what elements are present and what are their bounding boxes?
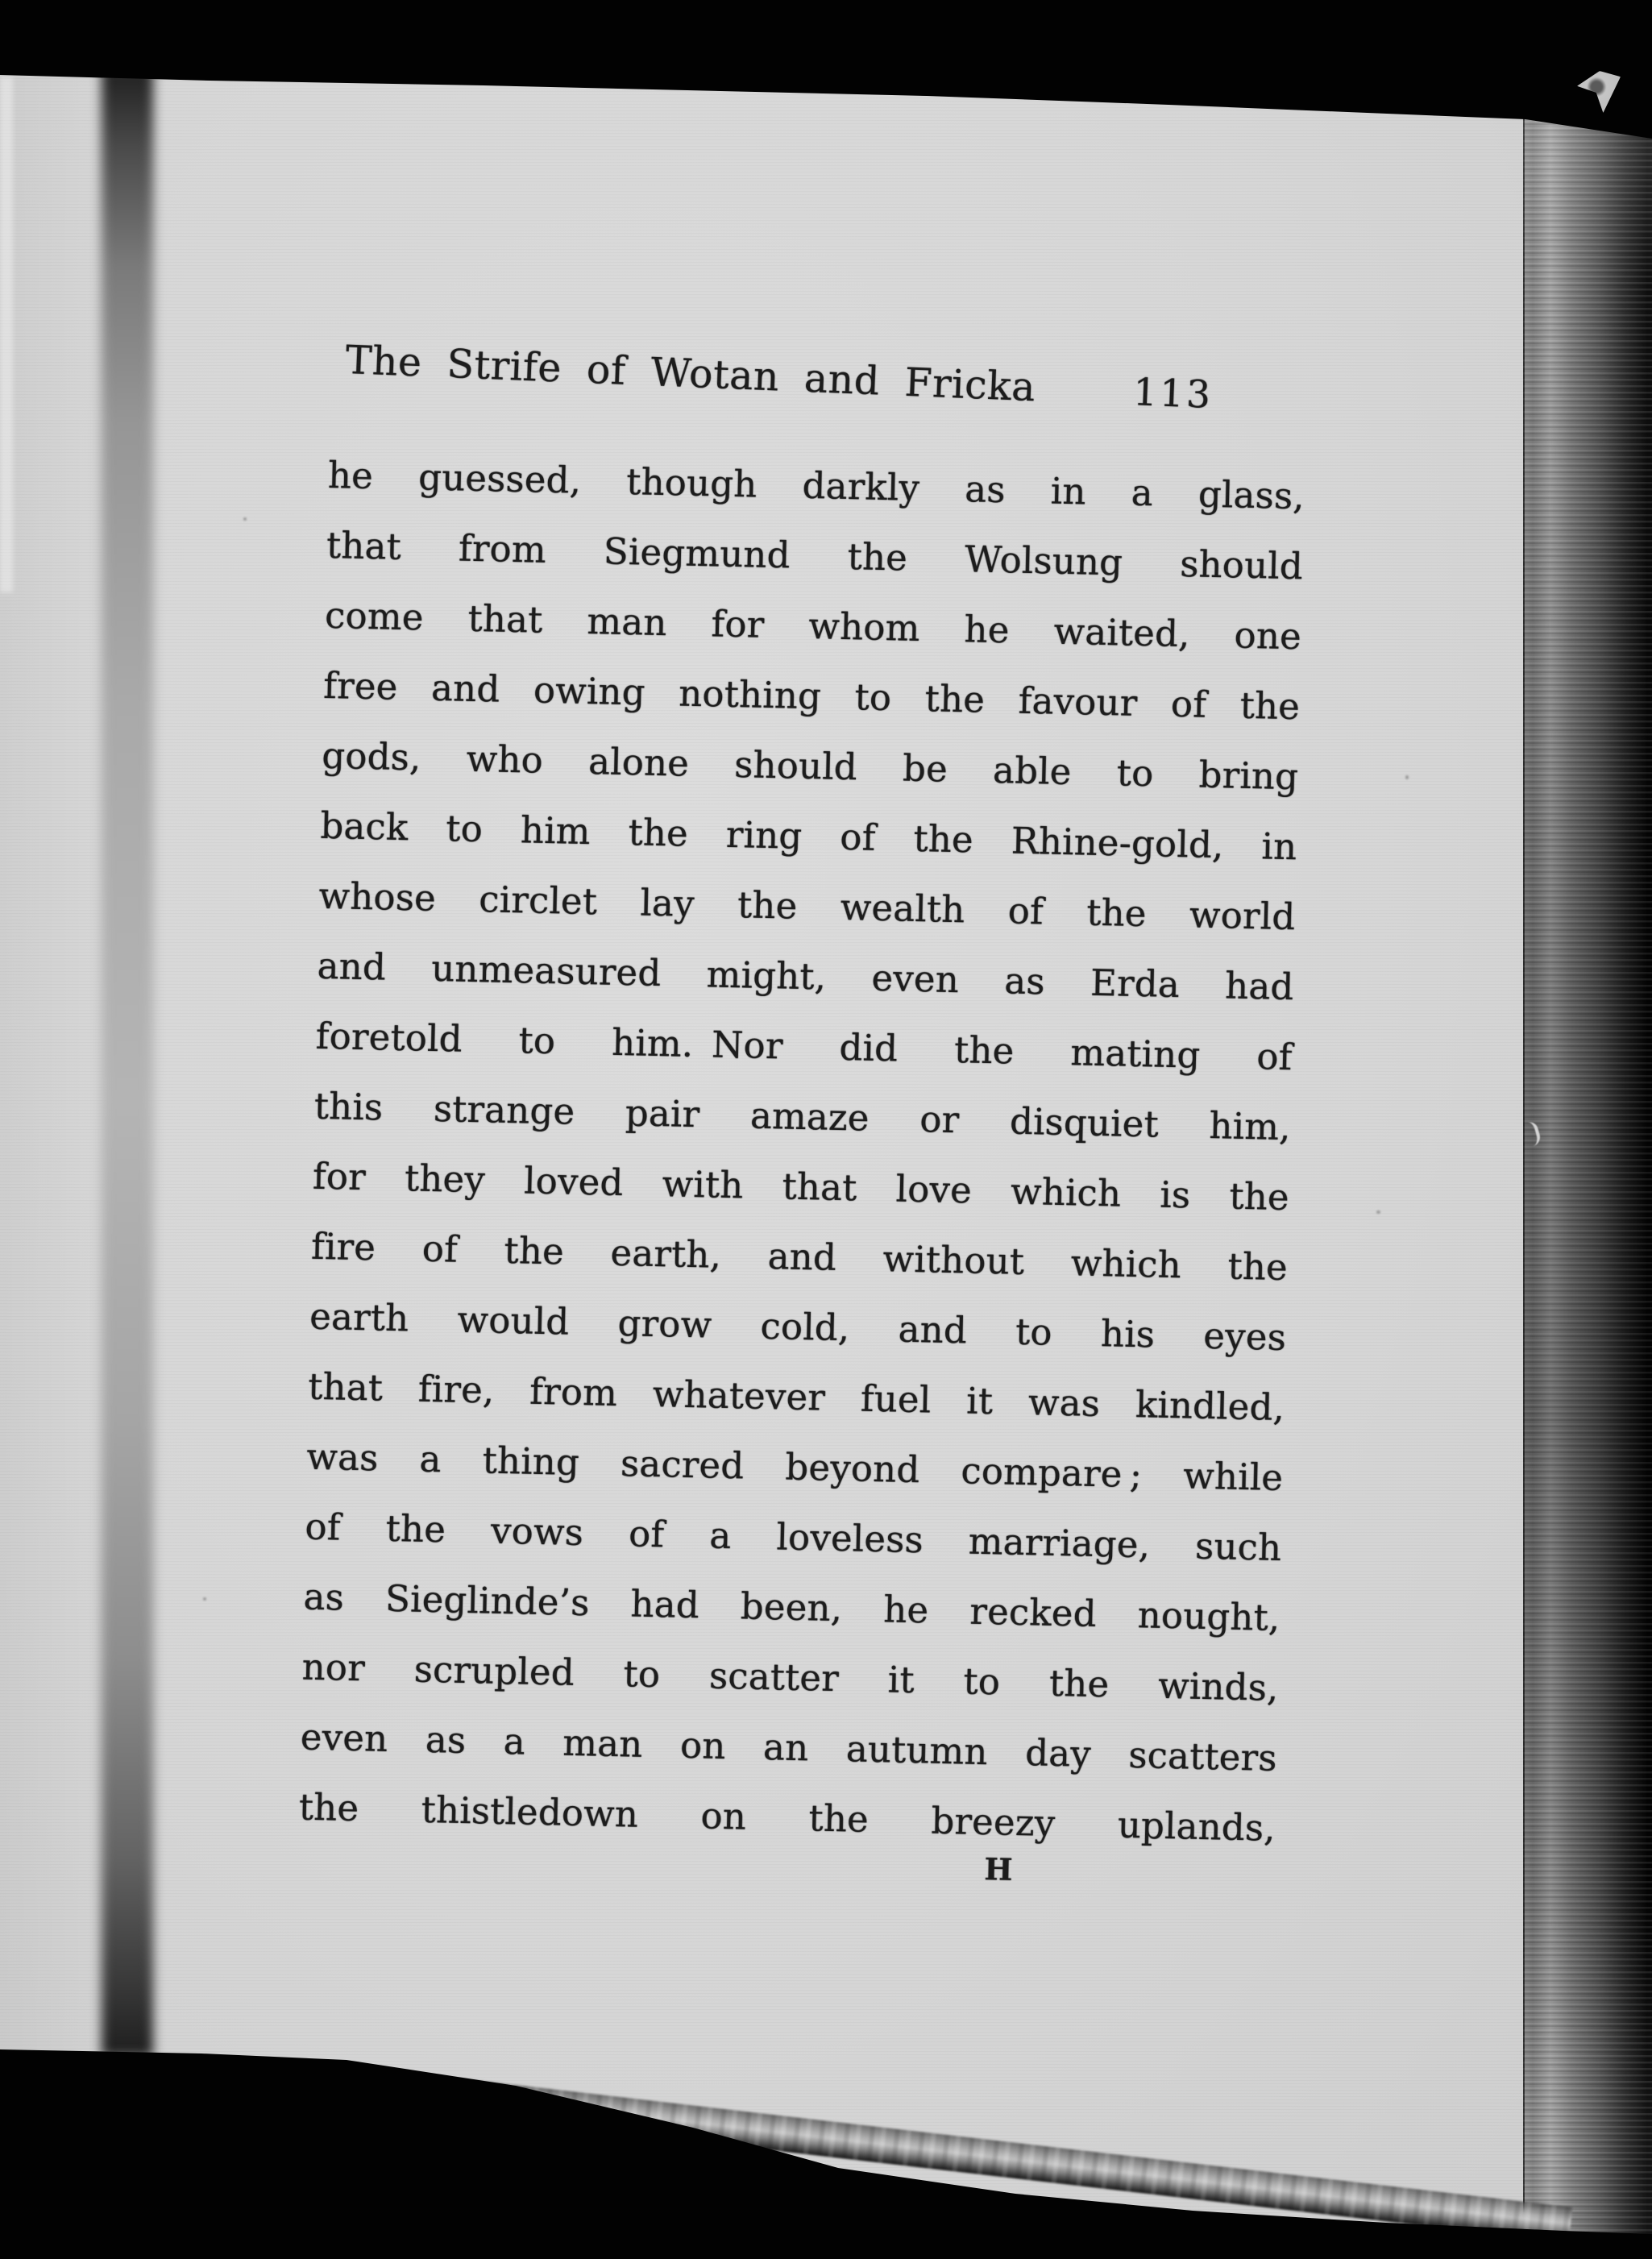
text-line: as Sieglinde’s had been, he recked nought, [303,1575,1281,1640]
text-line: whose circlet lay the wealth of the world [318,874,1296,939]
body-text-block [296,440,1305,1960]
binding-gutter-shadow [102,68,153,2057]
text-line: foretold to him. Nor did the mating of [315,1014,1293,1079]
text-line: he guessed, though darkly as in a glass, [327,453,1305,518]
scan-edge-highlight [0,77,13,592]
text-line: earth would grow cold, and to his eyes [309,1294,1287,1360]
text-line: free and owing nothing to the favour of the [322,663,1301,729]
page-number: 113 [1132,370,1214,418]
text-line: this strange pair amaze or disquiet him, [313,1084,1292,1149]
text-line: come that man for whom he waited, one [324,593,1302,658]
text-line: the thistledown on the breezy uplands, [298,1785,1276,1850]
dust-speck [203,1597,206,1601]
text-line: was a thing sacred beyond compare ; while [305,1435,1284,1500]
text-line: fire of the earth, and without which the [310,1224,1289,1289]
text-line: gods, who alone should be able to bring [321,733,1299,799]
signature-mark: H [984,1851,1014,1887]
dust-speck [1376,1210,1380,1214]
text-line: of the vows of a loveless marriage, such [305,1505,1282,1570]
text-line: and unmeasured might, even as Erda had [317,944,1295,1009]
text-line: even as a man on an autumn day scatters [300,1715,1278,1780]
text-line: that fire, from whatever fuel it was kindled, [307,1364,1285,1430]
book-fore-edge [1523,69,1652,2245]
text-line: nor scrupled to scatter it to the winds, [301,1645,1280,1710]
text-line: for they loved with that love which is the [312,1154,1290,1219]
text-line: that from Siegmund the Wolsung should [326,523,1304,588]
dust-speck [243,517,247,521]
text-line: back to him the ring of the Rhine-gold, in [319,804,1297,869]
dust-speck [1405,775,1409,779]
chapter-title: The Strife of Wotan and Fricka [344,337,1037,411]
